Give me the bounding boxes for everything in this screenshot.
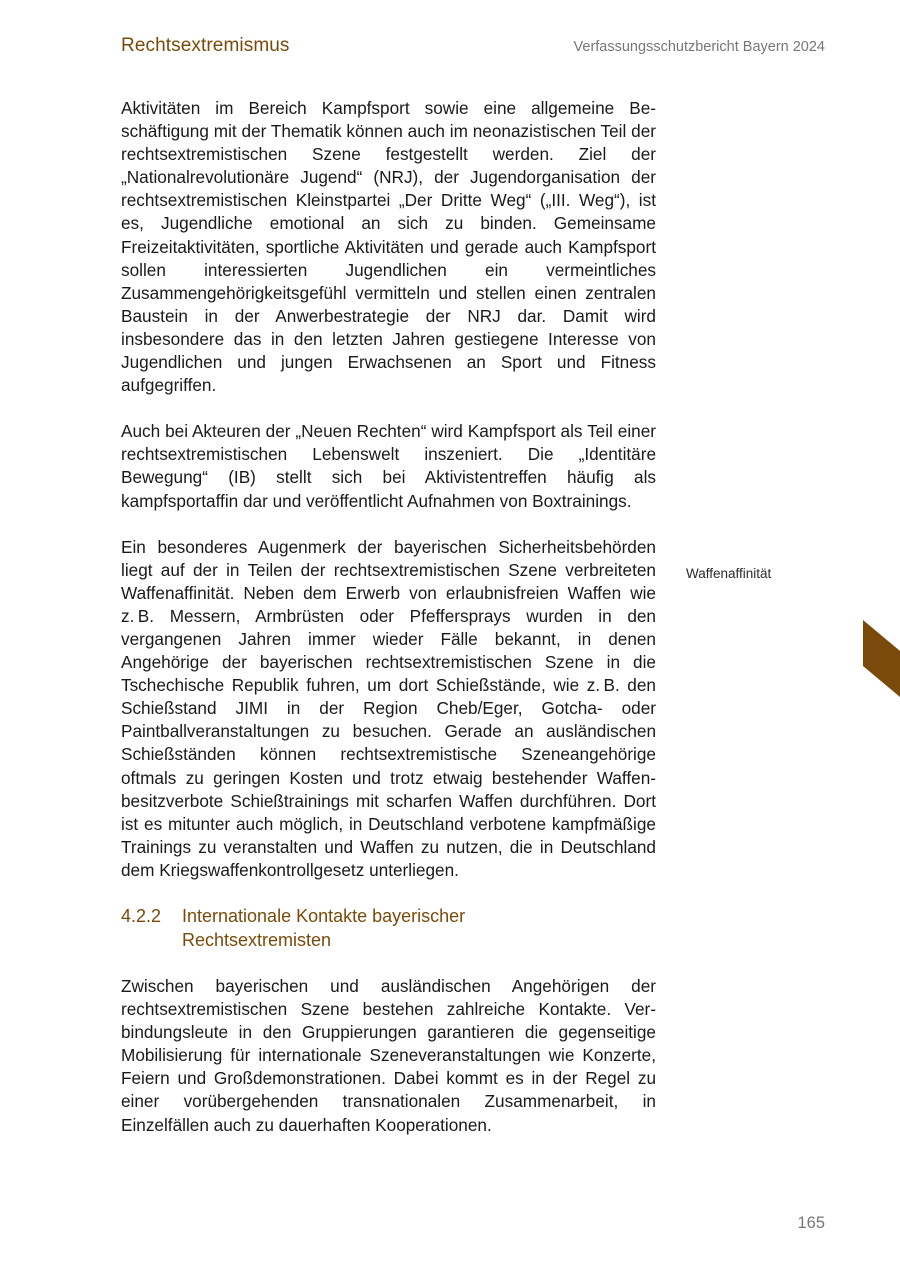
margin-note: Waffenaffinität: [686, 566, 772, 581]
section-number: 4.2.2: [121, 906, 162, 926]
section-title-line-1: Internationale Kontakte bayerischer: [182, 906, 466, 926]
section-title-line-2: Rechtsextremisten: [182, 929, 332, 950]
main-text-column: [121, 97, 656, 1160]
chapter-thumb-tab-shape: [863, 620, 900, 697]
chapter-thumb-tab: [863, 620, 900, 697]
paragraph-kampfsport-neonazis: Aktivitäten im Bereich Kampfsport sowie eine allgemeine Beschäftigung mit der Thematik können auch im neonazistischen Teil der rechtsextremistischen Szene festgestellt werden. Ziel der „Nationalrevolutionäre Jugend“ (NRJ), der Jugendorganisation der rechtsextremistischen Kleinstpartei „Der Dritte Weg“ („III. Weg“), ist es, Jugendliche emotional an sich zu binden. Gemeinsame Freizeitaktivitäten, sportliche Aktivitäten und gerade auch Kampfsport sollen interessierten Jugendlichen ein vermeintliches Zusammengehörigkeitsgefühl vermitteln und stellen einen zentralen Baustein in der Anwerbestrategie der NRJ dar. Damit wird insbesondere das in den letzten Jahren gestiegene Interesse von Jugendlichen und jungen Erwachsenen an Sport und Fitness aufgegriffen.: [121, 98, 656, 396]
section-title: [182, 905, 656, 952]
running-header-section: Rechtsextremismus: [121, 35, 290, 56]
running-header-document-title: Verfassungsschutzbericht Bayern 2024: [573, 39, 825, 55]
paragraph-neue-rechte: Auch bei Akteuren der „Neuen Rechten“ wird Kampfsport als Teil einer rechtsextremistischen Lebenswelt inszeniert. Die „Identitäre Bewegung“ (IB) stellt sich bei Aktivistentreffen häufig als kampfsportaffin dar und veröffentlicht Aufnahmen von Boxtrainings.: [121, 421, 656, 511]
page-number: 165: [797, 1214, 825, 1232]
section-heading: [121, 905, 656, 952]
paragraph-internationale-kontakte: Zwischen bayerischen und ausländischen Angehörigen der rechtsextremistischen Szene bestehen zahlreiche Kontakte. Verbindungsleute in den Gruppierungen garantieren die gegenseitige Mobilisierung für internationale Szeneveranstaltungen wie Konzerte, Feiern und Großdemonstrationen. Dabei kommt es in der Regel zu einer vorübergehenden transnationalen Zusammenarbeit, in Einzelfällen auch zu dauerhaften Kooperationen.: [121, 976, 656, 1135]
paragraph-waffenaffinitaet: Ein besonderes Augenmerk der bayerischen Sicherheitsbehörden liegt auf der in Teilen der rechtsextremistischen Szene verbreiteten Waffenaffinität. Neben dem Erwerb von erlaubnisfreien Waffen wie z. B. Messern, Armbrüsten oder Pfeffersprays wurden in den vergangenen Jahren immer wieder Fälle bekannt, in denen Angehörige der bayerischen rechtsextremistischen Szene in die Tschechische Republik fuhren, um dort Schießstände, wie z. B. den Schießstand JIMI in der Region Cheb/Eger, Gotcha- oder Paintballveranstaltungen zu besuchen. Gerade an ausländischen Schießständen können rechtsextremistische Szeneangehörige oftmals zu geringen Kosten und trotz etwaig bestehender Waffenbesitzverbote Schießtrainings mit scharfen Waffen durchführen. Dort ist es mitunter auch möglich, in Deutschland verbotene kampfmäßige Trainings zu veranstalten und Waffen zu nutzen, die in Deutschland dem Kriegswaffenkontrollgesetz unterliegen.: [121, 536, 656, 880]
